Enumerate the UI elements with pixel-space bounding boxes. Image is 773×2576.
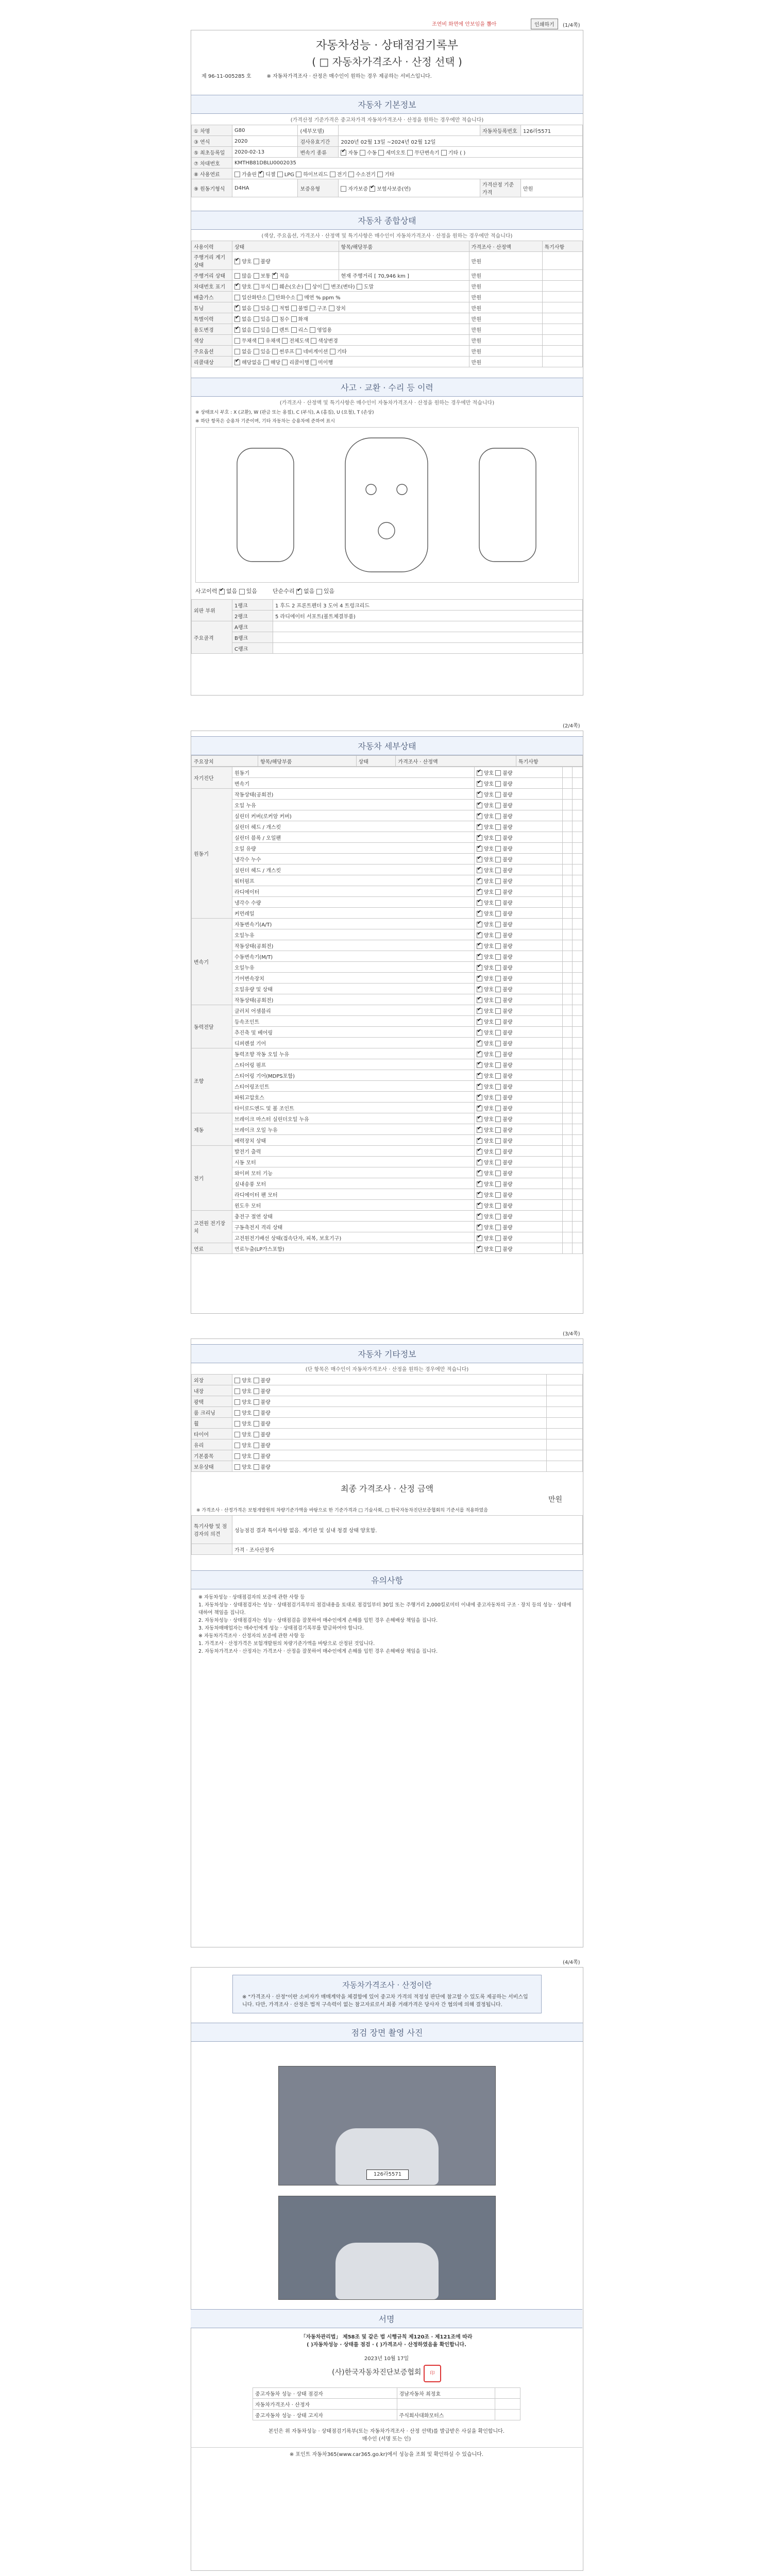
table-row: 커먼레일 ✔ 양호 불량 (192, 908, 583, 919)
table-row: 연료 연료누출(LP가스포함) ✔ 양호 불량 (192, 1243, 583, 1254)
table-row: 디퍼렌셜 기어 ✔ 양호 불량 (192, 1038, 583, 1048)
other-note: (단 항목은 매수인이 자동차가격조사 · 산정을 원하는 경우에만 적습니다) (305, 1367, 469, 1372)
list-item: ※ 자동차성능 · 상태점검자의 보증에 관한 사항 등 (198, 1595, 305, 1600)
page-1: 자동차성능 · 상태점검기록부 ( □ 자동차가격조사 · 산정 선택 ) 제 96-11-005285 호 ※ 자동차가격조사 · 산정은 매수인이 원하는 경우 제공하는 서비스입니다. 자동차 기본정보 (가격산정 기준가격은 중고차가격 자동차가격조사 · 산정을 원하는 경우에만 적습니다) ① 차명 G80 (세부모델) 자동차등록번호 126라5571 ③ 연식 2020 검사유효기간 2020년 02월 13일 ~2024년 02월 12일 ⑤ 최초등록일 2020-02-13 변속기 종류 ✔ 자동 수동 세미오토 무단변속기 기타 ( ) ⑦ 차대번호 KMTHB81DBLU0002035 ⑧ 사용연료 가솔린 ✔ 디젤 LPG 하이브리드 전기 수소전기 기타 ⑨ 원동기형식 D4HA 보증유형 자가보증 ✔ 보험사보증(연) 가격산정 기준가격 만원 자동차 종합상태 (색상, 주요옵션, 가격조사 · 산정액 및 특기사항은 매수인이 자동차가격조사 · 산정을 원하는 경우에만 적습니다) 사용이력 상태 항목/해당부품 가격조사 · 산정액 특기사항 주행거리 계기상태 ✔양호 불량 만원 주행거리 상태 많음 보통 ✔ 적음 현재 주행거리 [ 70,946 km ] 만원 차대번호 표기 ✔ 양호 부식 훼손(오손) 상이 변조(변타) 도말 만원 배출가스 일산화탄소 탄화수소 매연 % ppm % 만원 튜닝 ✔ 없음 있음 적법 불법 구조 장치 만원 특별이력 ✔ 없음 있음 침수 화재 만원 용도변경 ✔ 없음 있음 렌트 리스 영업용 만원 색상 무채색 유채색 전체도색 색상변경 만원 주요옵션 없음 있음 썬루프 네비게이션 기타 만원 리콜대상 ✔ 해당없음 해당 리콜이행 미이행 만원 사고 · 교환 · 수리 등 이력 (가격조사 · 산정액 및 특기사항은 매수인이 자동차가격조사 · 산정을 원하는 경우에만 적습니다) ※ 상태표시 부호 : X (교환), W (판금 또는 용접), C (부식), A (흠집), U (요철), T (손상) ※ 하단 항목은 승용차 기준이며, 기타 자동차는 승용차에 준하여 표시 사고이력 ✔ 없음 있음 단순수리 ✔ 없음 있음 외판 부위 1랭크 1 후드 2 프론트펜더 3 도어 4 트렁크리드 2랭크 5 라디에이터 서포트(볼트체결부품) 주요골격 A랭크 B랭크 C랭크 (191, 30, 583, 696)
table-row: 내장 양호 불량 (192, 1385, 583, 1396)
table-row: 전기 발전기 출력 ✔ 양호 불량 (192, 1146, 583, 1157)
table-row: 광택 양호 불량 (192, 1396, 583, 1407)
list-item: 3. 자동차매매업자는 매수인에게 성능 · 상태점검기록부를 발급하여야 합니다. (198, 1625, 364, 1631)
car-name: G80 (232, 125, 298, 136)
final-price-note: ※ 가격조사 · 산정가격은 보험개발원의 차량기준가액을 바탕으로 한 기준가격과 □ 기술사회, □ 한국자동차진단보증협회의 기준서를 적용하였음 (196, 1508, 488, 1513)
company-seal: 印 (424, 2365, 441, 2382)
sign-text-1: 「자동차관리법」 제58조 및 같은 법 시행규칙 제120조 · 제121조에 따라 (300, 2334, 473, 2340)
table-row: 오일유량 및 상태 ✔ 양호 불량 (192, 984, 583, 994)
table-row: 타이로드엔드 및 볼 조인트 ✔ 양호 불량 (192, 1103, 583, 1113)
table-row: 휠 양호 불량 (192, 1418, 583, 1429)
caution-list (191, 1589, 583, 1659)
page-2 (191, 731, 583, 1314)
summary-table: 사용이력 상태 항목/해당부품 가격조사 · 산정액 특기사항 주행거리 계기상태 ✔양호 불량 만원 주행거리 상태 많음 보통 ✔ 적음 현재 주행거리 [ 70,946 km ] 만원 차대번호 표기 ✔ 양호 부식 훼손(오손) 상이 변조(변타) 도말 만원 배출가스 일산화탄소 탄화수소 매연 % ppm % 만원 튜닝 ✔ 없음 있음 적법 불법 구조 장치 만원 특별이력 ✔ 없음 있음 침수 화재 만원 용도변경 ✔ 없음 있음 렌트 리스 영업용 만원 색상 무채색 유채색 전체도색 색상변경 만원 주요옵션 없음 있음 썬루프 네비게이션 기타 만원 리콜대상 ✔ 해당없음 해당 리콜이행 미이행 만원 (191, 241, 583, 367)
doc-subtitle: ( □ 자동차가격조사 · 산정 선택 ) (312, 56, 462, 68)
table-row: 시동 모터 ✔ 양호 불량 (192, 1157, 583, 1167)
table-row: 스티어링 기어(MDPS포함) ✔ 양호 불량 (192, 1070, 583, 1081)
sign-header: 서명 (191, 2309, 582, 2328)
page-indicator-3: (3/4쪽) (563, 1331, 580, 1337)
detail-table: 주요장치 항목/해당부품 상태 가격조사 · 산정액 특기사항 (191, 755, 583, 767)
bottom-note-2: 매수인 (서명 또는 인) (362, 2436, 411, 2442)
promo-text: ※ "가격조사 · 산정"이란 소비자가 매매계약을 체결함에 있어 중고차 가격의 적정성 판단에 참고할 수 있도록 제공하는 서비스입니다. 다만, 가격조사 · 산정은 법적 구속력이 없는 참고자료로서 최종 거래가격은 당사자 간 협의에 의해 결정됩니다. (242, 1994, 528, 2008)
promo-header: 자동차가격조사 · 산정이란 (342, 1980, 432, 1990)
detail-rows-table (191, 767, 583, 1254)
table-row: 외장 양호 불량 (192, 1375, 583, 1385)
inspection-photo-front (278, 2066, 496, 2185)
table-row: 스티어링 펌프 ✔ 양호 불량 (192, 1059, 583, 1070)
table-row: 제동 브레이크 마스터 실린더오일 누유 ✔ 양호 불량 (192, 1113, 583, 1124)
table-row: 오일 누유 ✔ 양호 불량 (192, 800, 583, 810)
table-row: 브레이크 오일 누유 ✔ 양호 불량 (192, 1124, 583, 1135)
doc-notice: ※ 자동차가격조사 · 산정은 매수인이 원하는 경우 제공하는 서비스입니다. (266, 74, 432, 79)
table-row: 변속기 자동변속기(A/T) ✔ 양호 불량 (192, 919, 583, 929)
basic-note: (가격산정 기준가격은 중고차가격 자동차가격조사 · 산정을 원하는 경우에만 적습니다) (290, 117, 484, 123)
table-row: 실린더 헤드 / 개스킷 ✔ 양호 불량 (192, 865, 583, 875)
table-row: 실내송풍 모터 ✔ 양호 불량 (192, 1178, 583, 1189)
other-table (191, 1374, 583, 1472)
detail-header: 자동차 세부상태 (191, 736, 583, 755)
doc-number: 제 96-11-005285 호 (201, 74, 251, 79)
list-item: 1. 자동차성능 · 상태점검자는 성능 · 상태점검기록부의 점검내용을 토대로 점검일부터 30일 또는 주행거리 2,000킬로미터 이내에 중고자동차의 구조 · 장치 등의 성능 · 상태에 대하여 책임을 집니다. (198, 1602, 572, 1616)
table-row: 와이퍼 모터 기능 ✔ 양호 불량 (192, 1167, 583, 1178)
table-row: 추진축 및 베어링 ✔ 양호 불량 (192, 1027, 583, 1038)
basic-header: 자동차 기본정보 (191, 95, 583, 114)
table-row: 실린더 헤드 / 개스킷 ✔ 양호 불량 (192, 821, 583, 832)
table-row: 원동기 작동상태(공회전) ✔ 양호 불량 (192, 789, 583, 800)
accident-header: 사고 · 교환 · 수리 등 이력 (191, 378, 583, 397)
table-row: 타이어 양호 불량 (192, 1429, 583, 1439)
table-row: 유리 양호 불량 (192, 1439, 583, 1450)
table-row: 작동상태(공회전) ✔ 양호 불량 (192, 940, 583, 951)
table-row: 기본품목 양호 불량 (192, 1450, 583, 1461)
table-row: 냉각수 수량 ✔ 양호 불량 (192, 897, 583, 908)
basic-table: ① 차명 G80 (세부모델) 자동차등록번호 126라5571 ③ 연식 2020 검사유효기간 2020년 02월 13일 ~2024년 02월 12일 ⑤ 최초등록일 2020-02-13 변속기 종류 ✔ 자동 수동 세미오토 무단변속기 기타 ( ) ⑦ 차대번호 KMTHB81DBLU0002035 ⑧ 사용연료 가솔린 ✔ 디젤 LPG 하이브리드 전기 수소전기 기타 ⑨ 원동기형식 D4HA 보증유형 자가보증 ✔ 보험사보증(연) 가격산정 기준가격 만원 (191, 125, 583, 197)
sign-text-2: ( )자동차성능 · 상태를 점검 · ( )가격조사 · 산정하였음을 확인합니다. (307, 2342, 466, 2348)
table-row: 기어변속장치 ✔ 양호 불량 (192, 973, 583, 984)
page-indicator-1: (1/4쪽) (563, 23, 580, 28)
bottom-note-1: 본인은 위 자동차성능 · 상태점검기록부(또는 자동차가격조사 · 산정 선택)를 발급받은 사실을 확인합니다. (268, 2429, 505, 2434)
table-row: 변속기 ✔ 양호 불량 (192, 778, 583, 789)
caution-header: 유의사항 (191, 1570, 583, 1589)
print-button[interactable]: 인쇄하기 (531, 19, 558, 29)
photo-plate: 126라5571 (366, 2170, 409, 2180)
opinion-table: 특기사항 및 점검자의 의견 성능점검 결과 특이사항 없음. 계기판 및 실내 청결 상태 양호함. 가격 · 조사산정자 (191, 1515, 583, 1555)
table-row: 배력장치 상태 ✔ 양호 불량 (192, 1135, 583, 1146)
table-row: 라디에이터 ✔ 양호 불량 (192, 886, 583, 897)
table-row: 실린더 블록 / 오일팬 ✔ 양호 불량 (192, 832, 583, 843)
table-row: 파워고압호스 ✔ 양호 불량 (192, 1092, 583, 1103)
accident-legend: ※ 상태표시 부호 : X (교환), W (판금 또는 용접), C (부식), A (흠집), U (요철), T (손상) (195, 410, 374, 415)
accident-note: (가격조사 · 산정액 및 특기사항은 매수인이 자동차가격조사 · 산정을 원하는 경우에만 적습니다) (279, 400, 495, 406)
sign-date: 2023년 10월 17일 (364, 2356, 409, 2362)
summary-note: (색상, 주요옵션, 가격조사 · 산정액 및 특기사항은 매수인이 자동차가격조사 · 산정을 원하는 경우에만 적습니다) (261, 233, 513, 239)
page-footer: ※ 포인트 자동차365(www.car365.go.kr)에서 성능을 조회 및 확인하실 수 있습니다. (191, 2447, 582, 2458)
table-row: 자기진단 원동기 ✔ 양호 불량 (192, 767, 583, 778)
other-header: 자동차 기타정보 (191, 1344, 583, 1363)
list-item: 1. 가격조사 · 산정가격은 보험개발원의 차량기준가액을 바탕으로 산정된 것입니다. (198, 1641, 375, 1647)
table-row: 룸 크리닝 양호 불량 (192, 1407, 583, 1418)
table-row: 냉각수 누수 ✔ 양호 불량 (192, 854, 583, 865)
table-row: 오일누유 ✔ 양호 불량 (192, 929, 583, 940)
accident-parts-table: 외판 부위 1랭크 1 후드 2 프론트펜더 3 도어 4 트렁크리드 2랭크 5 라디에이터 서포트(볼트체결부품) 주요골격 A랭크 B랭크 C랭크 (191, 599, 583, 654)
list-item: ※ 자동차가격조사 · 산정자의 보증에 관한 사항 등 (198, 1633, 305, 1639)
photo-header: 점검 장면 촬영 사진 (191, 2023, 583, 2042)
table-row: 오일누유 ✔ 양호 불량 (192, 962, 583, 973)
accident-legend-2: ※ 하단 항목은 승용차 기준이며, 기타 자동차는 승용차에 준하여 표시 (195, 419, 335, 424)
summary-header: 자동차 종합상태 (191, 211, 583, 230)
table-row: 실린더 커버(로커암 커버) ✔ 양호 불량 (192, 810, 583, 821)
page-indicator-2: (2/4쪽) (563, 723, 580, 729)
table-row: 오일 유량 ✔ 양호 불량 (192, 843, 583, 854)
final-price-header: 최종 가격조사 · 산정 금액 (341, 1484, 433, 1494)
table-row: 고전원전기배선 상태(접속단자, 피복, 보호기구) ✔ 양호 불량 (192, 1232, 583, 1243)
table-row: 동력전달 클러치 어셈블리 ✔ 양호 불량 (192, 1005, 583, 1016)
table-row: 보유상태 양호 불량 (192, 1461, 583, 1472)
table-row: 워터펌프 ✔ 양호 불량 (192, 875, 583, 886)
table-row: 조향 동력조향 작동 오일 누유 ✔ 양호 불량 (192, 1048, 583, 1059)
car-image-rear (335, 2243, 439, 2299)
plate-number: 126라5571 (520, 125, 582, 136)
doc-title: 자동차성능 · 상태점검기록부 (315, 39, 458, 52)
company-name: (사)한국자동차진단보증협회 (332, 2368, 422, 2377)
car-outline-diagram (196, 428, 577, 582)
inspection-photo-rear (278, 2196, 496, 2300)
table-row: 등속조인트 ✔ 양호 불량 (192, 1016, 583, 1027)
table-row: 작동상태(공회전) ✔ 양호 불량 (192, 994, 583, 1005)
table-row: 고전원 전기장치 충전구 절연 상태 ✔ 양호 불량 (192, 1211, 583, 1222)
table-row: 윈도우 모터 ✔ 양호 불량 (192, 1200, 583, 1211)
table-row: 수동변속기(M/T) ✔ 양호 불량 (192, 951, 583, 962)
page-indicator-4: (4/4쪽) (563, 1960, 580, 1965)
page-3 (191, 1338, 583, 1947)
table-row: 구동축전지 격리 상태 ✔ 양호 불량 (192, 1222, 583, 1232)
table-row: 라디에이터 팬 모터 ✔ 양호 불량 (192, 1189, 583, 1200)
top-notice: 조연비 화면에 안보임을 뽑아 (432, 22, 497, 27)
car-diagram (195, 427, 579, 583)
table-row: 스티어링조인트 ✔ 양호 불량 (192, 1081, 583, 1092)
sign-table: 중고자동차 성능 · 상태 점검자 경남자동차 최정효 자동차가격조사 · 산정자 중고자동차 성능 · 상태 고지자 주식회사대화모터스 (253, 2387, 520, 2420)
list-item: 2. 자동차성능 · 상태점검자는 성능 · 상태점검을 잘못하여 매수인에게 손해를 입힌 경우 손해배상 책임을 집니다. (198, 1618, 438, 1623)
final-price-unit: 만원 (548, 1496, 562, 1504)
list-item: 2. 자동차가격조사 · 산정자는 가격조사 · 산정을 잘못하여 매수인에게 손해를 입힌 경우 손해배상 책임을 집니다. (198, 1649, 438, 1654)
